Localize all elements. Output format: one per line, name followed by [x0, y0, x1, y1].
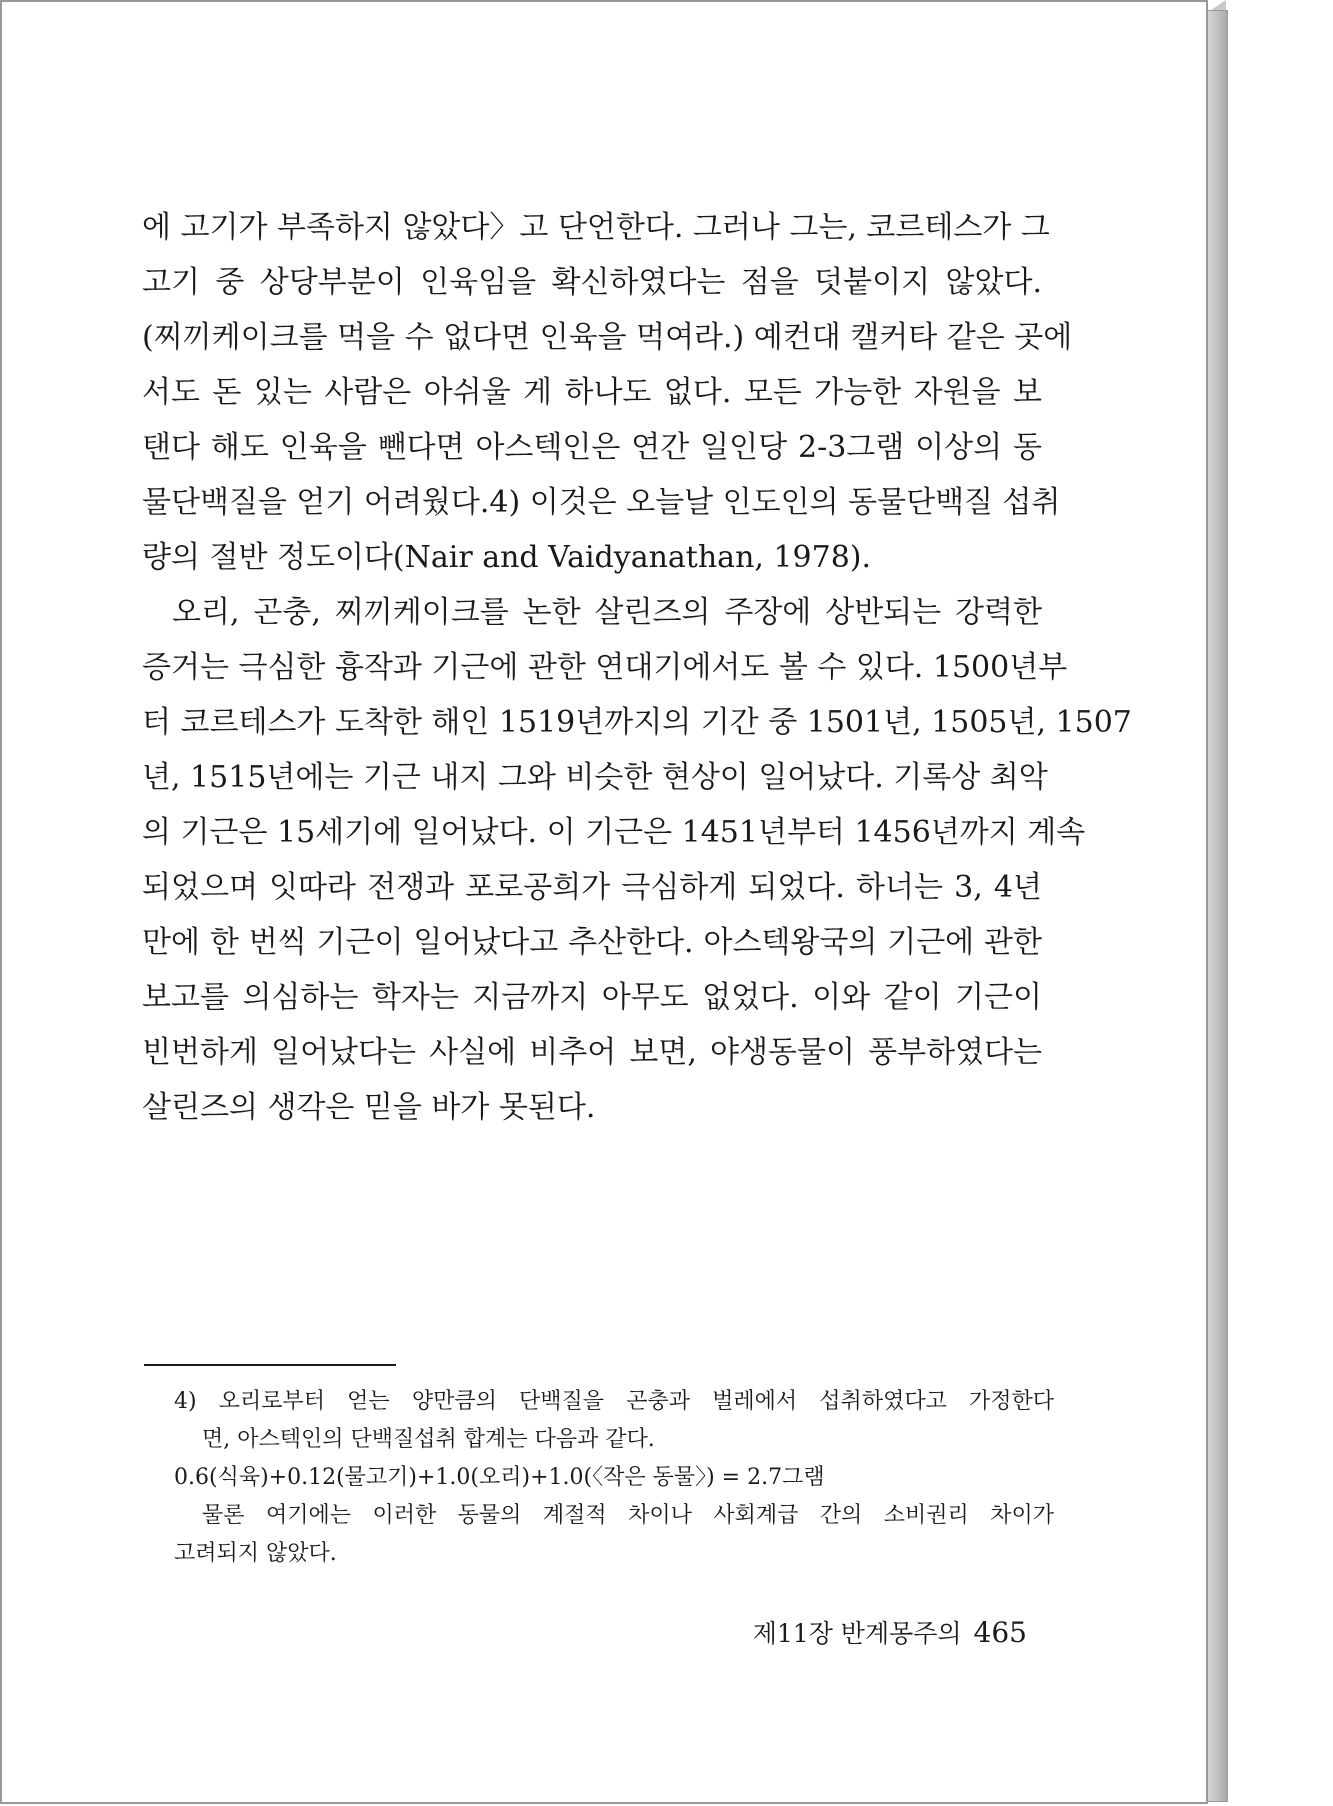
body-line: 물단백질을 얻기 어려웠다.4) 이것은 오늘날 인도인의 동물단백질 섭취: [142, 485, 1061, 520]
body-line: 살린즈의 생각은 믿을 바가 못된다.: [142, 1090, 596, 1125]
body-line: (찌끼케이크를 먹을 수 없다면 인육을 먹여라.) 예컨대 캘커타 같은 곳에: [142, 320, 1073, 355]
body-text: [142, 200, 1132, 1135]
body-line: 량의 절반 정도이다(Nair and Vaidyanathan, 1978).: [142, 540, 872, 575]
body-line: 탠다 해도 인육을 뺀다면 아스텍인은 연간 일인당 2-3그램 이상의 동: [142, 430, 1042, 465]
footnote-formula: 0.6(식육)+0.12(물고기)+1.0(오리)+1.0(〈작은 동물〉) = 2.7그램: [174, 1465, 825, 1490]
body-line: 증거는 극심한 흉작과 기근에 관한 연대기에서도 볼 수 있다. 1500년부: [142, 650, 1068, 685]
body-line: 의 기근은 15세기에 일어났다. 이 기근은 1451년부터 1456년까지 계속: [142, 815, 1086, 850]
body-line: 터 코르테스가 도착한 해인 1519년까지의 기간 중 1501년, 1505년, 1507: [142, 705, 1132, 740]
body-line: 만에 한 번씩 기근이 일어났다고 추산한다. 아스텍왕국의 기근에 관한: [142, 925, 1042, 960]
footnote-line: 물론 여기에는 이러한 동물의 계절적 차이나 사회계급 간의 소비권리 차이가: [202, 1503, 1054, 1528]
footnote-line: 4) 오리로부터 얻는 양만큼의 단백질을 곤충과 벌레에서 섭취하였다고 가정한다: [174, 1389, 1054, 1414]
body-line-paragraph-start: 오리, 곤충, 찌끼케이크를 논한 살린즈의 주장에 상반되는 강력한: [172, 595, 1042, 630]
footnote-divider: [144, 1364, 396, 1366]
body-line: 빈번하게 일어났다는 사실에 비추어 보면, 야생동물이 풍부하였다는: [142, 1035, 1042, 1070]
footnote-line: 면, 아스텍인의 단백질섭취 합계는 다음과 같다.: [202, 1427, 655, 1452]
page-number: 465: [973, 1616, 1027, 1649]
footnote: [174, 1383, 1054, 1573]
body-line: 년, 1515년에는 기근 내지 그와 비슷한 현상이 일어났다. 기록상 최악: [142, 760, 1048, 795]
body-line: 서도 돈 있는 사람은 아쉬울 게 하나도 없다. 모든 가능한 자원을 보: [142, 375, 1042, 410]
body-line: 에 고기가 부족하지 않았다〉고 단언한다. 그러나 그는, 코르테스가 그: [142, 210, 1050, 245]
body-line: 보고를 의심하는 학자는 지금까지 아무도 없었다. 이와 같이 기근이: [142, 980, 1042, 1015]
body-line: 고기 중 상당부분이 인육임을 확신하였다는 점을 덧붙이지 않았다.: [142, 265, 1042, 300]
running-footer: [747, 1614, 1027, 1650]
page-stack-edge: [1206, 10, 1228, 1802]
body-line: 되었으며 잇따라 전쟁과 포로공희가 극심하게 되었다. 하너는 3, 4년: [142, 870, 1042, 905]
footnote-line: 고려되지 않았다.: [174, 1541, 337, 1566]
chapter-title: 제11장 반계몽주의: [752, 1619, 962, 1648]
